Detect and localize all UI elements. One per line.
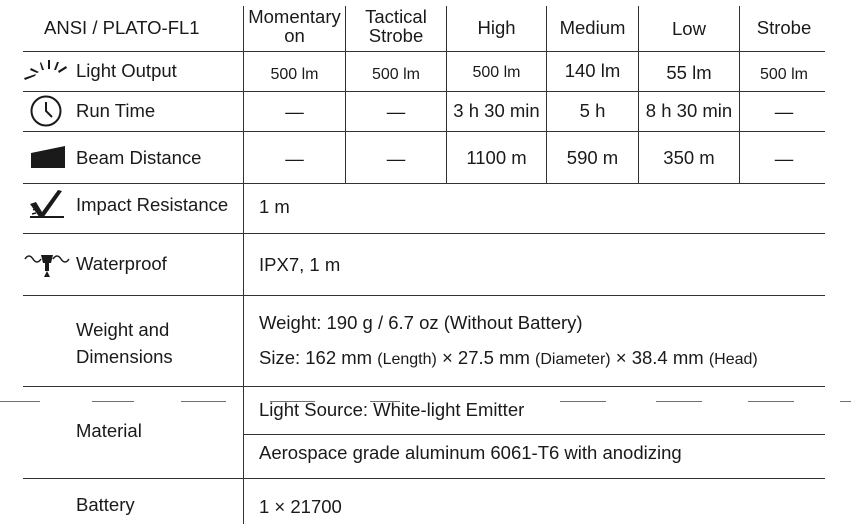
model-header: ANSI / PLATO-FL1 xyxy=(44,17,200,38)
waterproof-icon xyxy=(24,251,70,279)
mode-header-high: High xyxy=(477,17,516,38)
impact-resistance-icon xyxy=(28,188,66,220)
light-output-medium: 140 lm xyxy=(564,60,621,81)
beam-distance-momentary: — xyxy=(285,148,304,169)
run-time-low: 8 h 30 min xyxy=(645,100,733,121)
material-value: Aerospace grade aluminum 6061-T6 with anodizing xyxy=(259,442,682,463)
waterproof-label: Waterproof xyxy=(76,253,167,274)
mode-header-medium: Medium xyxy=(559,17,626,38)
light-output-high: 500 lm xyxy=(472,64,521,81)
weight-dimensions-label: Weight and Dimensions xyxy=(76,319,173,367)
rule xyxy=(23,233,825,234)
mode-header-strobe: Strobe xyxy=(756,17,812,38)
run-time-medium: 5 h xyxy=(579,100,606,121)
light-output-tactical: 500 lm xyxy=(371,66,421,83)
rule xyxy=(23,183,825,184)
light-output-strobe: 500 lm xyxy=(759,66,809,83)
material-label: Material xyxy=(76,420,142,441)
beam-distance-label: Beam Distance xyxy=(76,147,202,168)
beam-distance-high: 1100 m xyxy=(466,147,527,168)
beam-distance-icon xyxy=(30,144,66,170)
light-output-momentary: 500 lm xyxy=(270,66,319,83)
beam-distance-medium: 590 m xyxy=(566,147,619,168)
light-output-low: 55 lm xyxy=(666,62,712,83)
mode-header-momentary: Momentary on xyxy=(248,6,341,46)
run-time-strobe: — xyxy=(774,101,794,122)
mode-header-tactical-strobe: Tactical Strobe xyxy=(365,6,427,46)
light-source-value: Light Source: White-light Emitter xyxy=(259,399,525,420)
run-time-high: 3 h 30 min xyxy=(453,100,540,121)
rule xyxy=(23,91,825,92)
battery-value: 1 × 21700 xyxy=(259,496,342,517)
mode-header-low: Low xyxy=(672,18,706,39)
rule xyxy=(243,434,825,435)
rule xyxy=(23,131,825,132)
impact-resistance-label: Impact Resistance xyxy=(76,194,229,215)
run-time-label: Run Time xyxy=(76,100,156,121)
rule xyxy=(23,478,825,479)
light-output-icon xyxy=(22,58,70,84)
size-value: Size: 162 mm (Length) × 27.5 mm (Diameter) × 38.4 mm (Head) xyxy=(259,347,758,368)
waterproof-value: IPX7, 1 m xyxy=(259,254,341,275)
rule xyxy=(23,295,825,296)
clock-icon xyxy=(29,94,63,128)
impact-resistance-value: 1 m xyxy=(259,196,290,217)
run-time-momentary: — xyxy=(285,101,304,122)
run-time-tactical: — xyxy=(386,101,406,122)
weight-value: Weight: 190 g / 6.7 oz (Without Battery) xyxy=(259,312,583,333)
beam-distance-strobe: — xyxy=(774,148,794,169)
battery-label: Battery xyxy=(76,494,135,515)
rule xyxy=(23,51,825,52)
light-output-label: Light Output xyxy=(76,60,177,81)
beam-distance-tactical: — xyxy=(386,148,406,169)
rule xyxy=(23,386,825,387)
beam-distance-low: 350 m xyxy=(663,147,715,168)
